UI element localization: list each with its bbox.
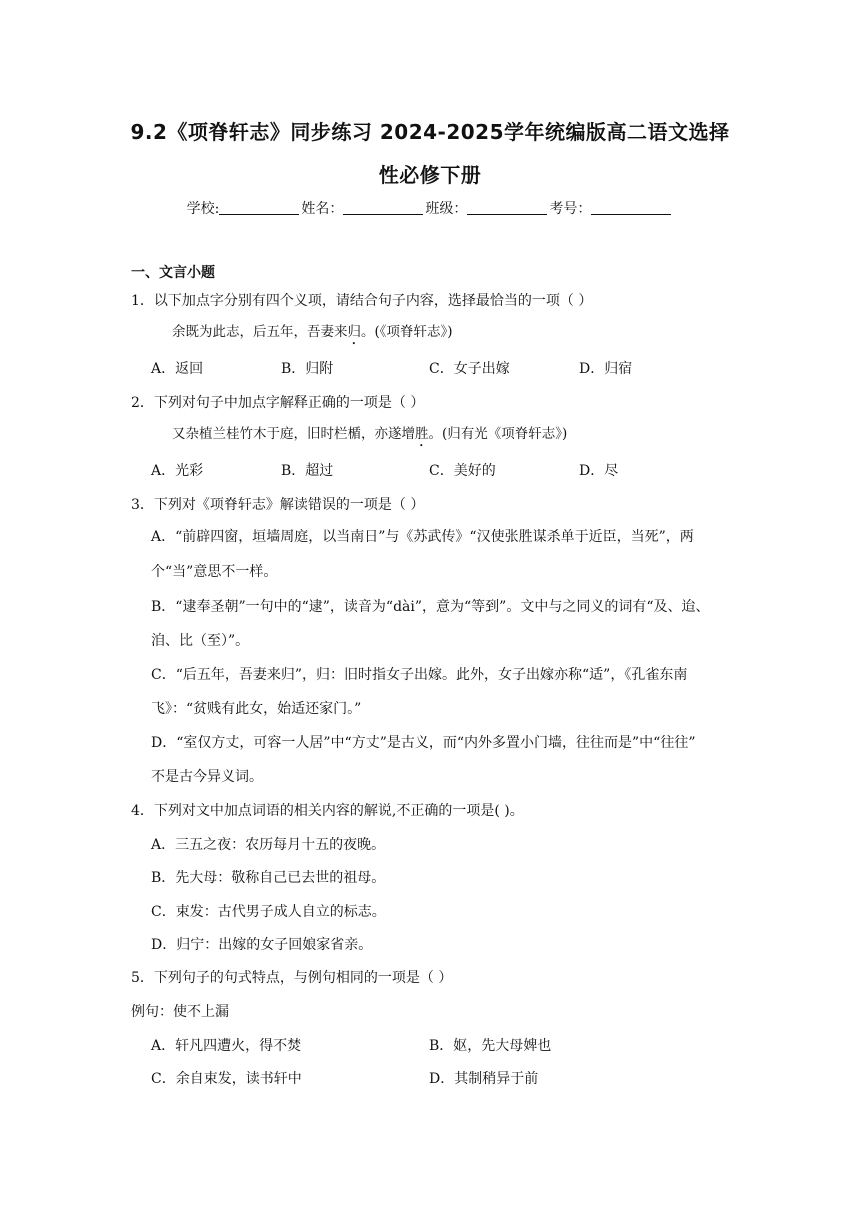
q1-option-c[interactable]: C．女子出嫁 <box>429 361 510 377</box>
question-2-stem: 2．下列对句子中加点字解释正确的一项是（ ） <box>131 395 425 411</box>
example-text: 余既为此志，后五年，吾妻来 <box>172 324 348 340</box>
dotted-character: 胜 <box>415 426 429 442</box>
q1-option-b[interactable]: B．归附 <box>281 361 334 377</box>
q2-option-b[interactable]: B．超过 <box>281 463 334 479</box>
q5-option-d[interactable]: D．其制稍异于前 <box>429 1071 539 1087</box>
question-5-example: 例句：使不上漏 <box>131 1004 229 1020</box>
example-source: 。(《项脊轩志》) <box>361 324 453 340</box>
school-label: 学校: <box>186 201 220 217</box>
example-source: 。(归有光《项脊轩志》) <box>428 426 568 442</box>
question-1-stem: 1．以下加点字分别有四个义项，请结合句子内容，选择最恰当的一项（ ） <box>131 293 593 309</box>
q1-option-a[interactable]: A．返回 <box>151 361 204 377</box>
question-2-example <box>172 424 567 450</box>
exam-number-blank[interactable] <box>591 201 671 215</box>
question-4-stem: 4．下列对文中加点词语的相关内容的解说,不正确的一项是( )。 <box>131 803 524 819</box>
class-blank[interactable] <box>467 201 547 215</box>
q5-option-c[interactable]: C．余自束发，读书轩中 <box>151 1071 302 1087</box>
q2-option-d[interactable]: D．尽 <box>579 463 619 479</box>
q3-option-b-line-1[interactable]: B．“逮奉圣朝”一句中的“逮”，读音为“dài”，意为“等到”。文中与之同义的词有“及、迨、 <box>151 599 710 615</box>
q1-option-d[interactable]: D．归宿 <box>579 361 633 377</box>
class-label: 班级： <box>425 201 468 217</box>
name-blank[interactable] <box>343 201 423 215</box>
q4-option-d[interactable]: D．归宁：出嫁的女子回娘家省亲。 <box>151 937 373 953</box>
q2-option-c[interactable]: C．美好的 <box>429 463 496 479</box>
q3-option-c-line-2: 飞》：“贫贱有此女，始适还家门。” <box>151 701 362 717</box>
q3-option-d-line-1[interactable]: D．“室仅方丈，可容一人居”中“方丈”是古义，而“内外多置小门墙，往往而是”中“往往” <box>151 735 696 751</box>
student-info-row <box>0 198 860 218</box>
q3-option-d-line-2: 不是古今异义词。 <box>151 769 263 785</box>
question-5-stem: 5．下列句子的句式特点，与例句相同的一项是（ ） <box>131 970 453 986</box>
q3-option-a-line-1[interactable]: A．“前辟四窗，垣墙周庭，以当南日”与《苏武传》“汉使张胜谋杀单于近臣，当死”，两 <box>151 529 694 545</box>
question-3-stem: 3．下列对《项脊轩志》解读错误的一项是（ ） <box>131 497 425 513</box>
q3-option-a-line-2: 个“当”意思不一样。 <box>151 564 278 580</box>
q4-option-a[interactable]: A．三五之夜：农历每月十五的夜晚。 <box>151 837 386 853</box>
dotted-character: 归 <box>347 324 361 340</box>
document-title-line-1: 9.2《项脊轩志》同步练习 2024-2025学年统编版高二语文选择 <box>130 120 730 144</box>
section-heading: 一、文言小题 <box>131 265 215 281</box>
school-blank[interactable] <box>219 201 299 215</box>
name-label: 姓名： <box>301 201 344 217</box>
exam-number-label: 考号： <box>549 201 592 217</box>
q5-option-a[interactable]: A．轩凡四遭火，得不焚 <box>151 1038 302 1054</box>
q2-option-a[interactable]: A．光彩 <box>151 463 204 479</box>
q3-option-c-line-1[interactable]: C．“后五年，吾妻来归”，归：旧时指女子出嫁。此外，女子出嫁亦称“适”，《孔雀东南 <box>151 667 688 683</box>
q4-option-b[interactable]: B．先大母：敬称自己已去世的祖母。 <box>151 870 386 886</box>
q4-option-c[interactable]: C．束发：古代男子成人自立的标志。 <box>151 904 386 920</box>
question-1-example <box>172 322 453 348</box>
q3-option-b-line-2: 洎、比（至）”。 <box>151 633 250 649</box>
document-title-line-2: 性必修下册 <box>378 163 482 187</box>
example-text: 又杂植兰桂竹木于庭，旧时栏楯，亦遂增 <box>172 426 415 442</box>
q5-option-b[interactable]: B．妪，先大母婢也 <box>429 1038 552 1054</box>
